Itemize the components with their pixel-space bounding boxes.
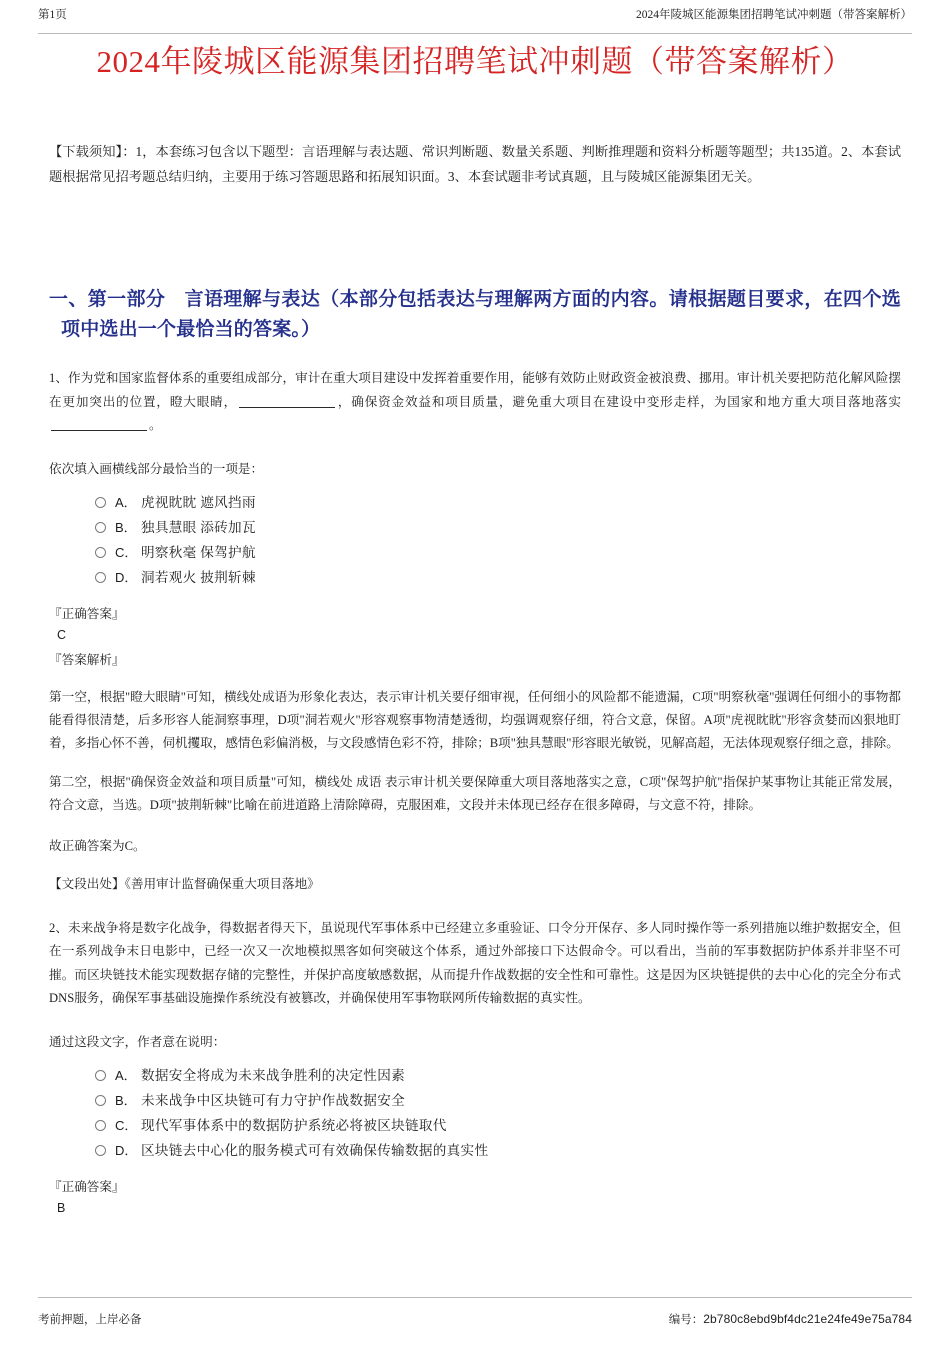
option-list [49,1063,901,1163]
download-notice: 【下载须知】：1，本套练习包含以下题型：言语理解与表达题、常识判断题、数量关系题、判断推理题和资料分析题等题型；共135道。2、本套试题根据常见招考题总结归纳，主要用于练习答题思路和拓展知识面。3、本套试题非考试真题，且与陵城区能源集团无关。 [49,144,901,184]
option-letter: A． [115,494,137,510]
option-text: 现代军事体系中的数据防护系统必将被区块链取代 [141,1117,447,1133]
correct-answer-label: 『正确答案』 [49,606,125,621]
option-d[interactable] [95,1138,901,1163]
option-c[interactable] [95,1113,901,1138]
radio-icon[interactable] [95,1070,106,1081]
question-stem-part2: ，确保资金效益和项目质量，避免重大项目在建设中变形走样，为国家和地方重大项目落地落实 [337,394,902,409]
footer-code-label: 编号： [668,1314,704,1326]
option-c[interactable] [95,540,901,565]
question-prompt: 依次填入画横线部分最恰当的一项是： [49,461,264,476]
passage-source: 【文段出处】《善用审计监督确保重大项目落地》 [49,876,320,891]
correct-answer-value: C [57,627,67,642]
option-b[interactable] [95,515,901,540]
question-stem-part3: 。 [149,418,162,432]
option-text: 明察秋毫 保驾护航 [141,544,256,560]
option-list [49,490,901,590]
radio-icon[interactable] [95,522,106,533]
option-text: 洞若观火 披荆斩棘 [141,569,256,585]
correct-answer-label: 『正确答案』 [49,1179,125,1194]
radio-icon[interactable] [95,1120,106,1131]
page-header [38,8,912,34]
answer-analysis-label: 『答案解析』 [49,652,125,667]
page-title: 2024年陵城区能源集团招聘笔试冲刺题（带答案解析） [96,44,854,79]
footer-slogan: 考前押题，上岸必备 [38,1314,142,1326]
question-stem [49,367,901,438]
question-block [49,367,901,895]
option-letter: B． [115,519,137,535]
option-letter: C． [115,1117,138,1133]
option-text: 数据安全将成为未来战争胜利的决定性因素 [141,1067,405,1083]
section-heading: 一、第一部分 言语理解与表达（本部分包括表达与理解两方面的内容。请根据题目要求，在四个选项中选出一个最恰当的答案。） [49,289,901,340]
option-d[interactable] [95,565,901,590]
question-block [49,917,901,1217]
question-prompt: 通过这段文字，作者意在说明： [49,1034,226,1049]
option-b[interactable] [95,1088,901,1113]
option-text: 虎视眈眈 遮风挡雨 [141,494,256,510]
fill-blank-2 [51,417,147,431]
option-a[interactable] [95,1063,901,1088]
correct-answer-value: B [57,1200,66,1215]
document-body [49,140,901,1217]
footer-code [669,1311,912,1327]
footer-code-value: 2b780c8ebd9bf4dc21e24fe49e75a784 [703,1312,912,1326]
option-letter: D． [115,1142,138,1158]
option-letter: B． [115,1092,137,1108]
option-letter: A． [115,1067,137,1083]
radio-icon[interactable] [95,1145,106,1156]
option-text: 独具慧眼 添砖加瓦 [141,519,256,535]
radio-icon[interactable] [95,1095,106,1106]
fill-blank-1 [239,394,335,408]
option-text: 未来战争中区块链可有力守护作战数据安全 [141,1092,405,1108]
option-letter: D． [115,569,138,585]
option-letter: C． [115,544,138,560]
header-running-title: 2024年陵城区能源集团招聘笔试冲刺题（带答案解析） [636,9,912,21]
question-stem-part1: 1、作为党和国家监督体系的重要组成部分，审计在重大项目建设中发挥着重要作用，能够有效防止财政资金被浪费、挪用。审计机关要把防范化解风险摆在更加突出的位置，瞪大眼睛， [49,371,901,409]
radio-icon[interactable] [95,572,106,583]
radio-icon[interactable] [95,547,106,558]
question-stem: 2、未来战争将是数字化战争，得数据者得天下，虽说现代军事体系中已经建立多重验证、口令分开保存、多人同时操作等一系列措施以维护数据安全，但在一系列战争末日电影中，已经一次又一次地模拟黑客如何突破这个体系，通过外部接口下达假命令。可以看出，当前的军事数据防护体系并非坚不可摧。而区块链技术能实现数据存储的完整性，并保护高度敏感数据，从而提升作战数据的安全性和可靠性。这是因为区块链提供的去中心化的完全分布式DNS服务，确保军事基础设施操作系统没有被篡改，并确保使用军事物联网所传输数据的真实性。 [49,920,901,1005]
analysis-paragraph-2: 第二空，根据"确保资金效益和项目质量"可知，横线处 成语 表示审计机关要保障重大项目落地落实之意，C项"保驾护航"指保护某事物让其能正常发展，符合文意，当选。D项"披荆斩棘"比喻在前进道路上清除障碍，克服困难，文段并未体现已经存在很多障碍，与文意不符，排除。 [49,774,901,812]
option-a[interactable] [95,490,901,515]
radio-icon[interactable] [95,497,106,508]
page-footer [38,1297,912,1327]
analysis-paragraph-1: 第一空，根据"瞪大眼睛"可知，横线处成语为形象化表达，表示审计机关要仔细审视，任何细小的风险都不能遗漏，C项"明察秋毫"强调任何细小的事物都能看得很清楚，后多形容人能洞察事理，D项"洞若观火"形容观察事物清楚透彻，均强调观察仔细，符合文意，保留。A项"虎视眈眈"形容贪婪而凶狠地盯着，多指心怀不善，伺机攫取，感情色彩偏消极，与文段感情色彩不符，排除；B项"独具慧眼"形容眼光敏锐，见解高超，无法体现观察仔细之意，排除。 [49,689,901,750]
page-number-label: 第1页 [38,9,67,21]
option-text: 区块链去中心化的服务模式可有效确保传输数据的真实性 [141,1142,489,1158]
analysis-conclusion: 故正确答案为C。 [49,838,146,853]
